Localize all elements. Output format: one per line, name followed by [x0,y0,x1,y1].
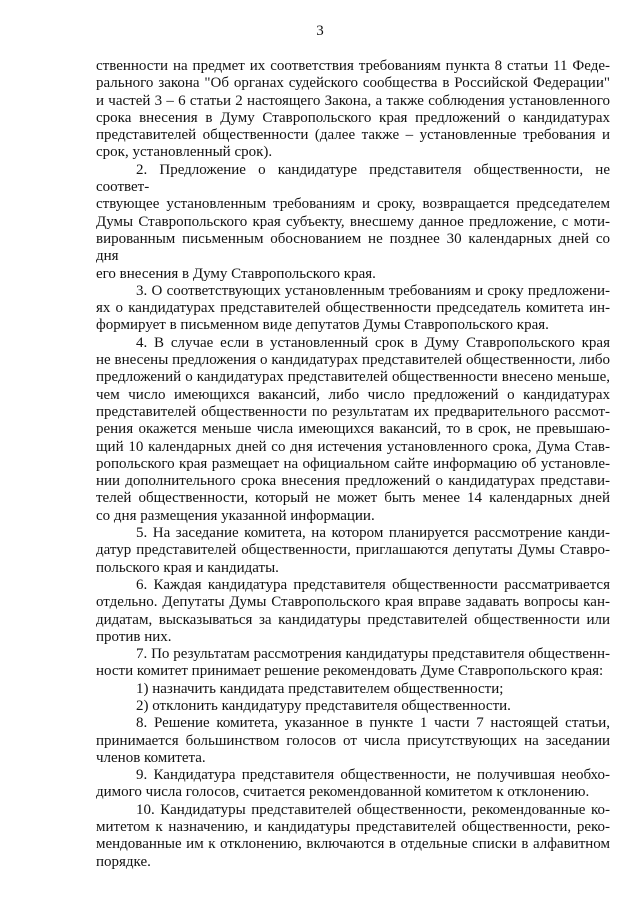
text-line: членов комитета. [96,749,206,766]
document-body [96,58,610,871]
text-line: срока внесения в Думу Ставропольского края предложений о кандидатурах [96,109,610,126]
paragraph-p5 [96,525,610,577]
text-line: вированным письменным обоснованием не позднее 30 календарных дней со дня [96,230,610,265]
text-line: против них. [96,628,172,645]
text-line: предложений о кандидатурах представителей общественности внесено меньше, [96,369,610,386]
text-line: телей общественности, который не может быть менее 14 календарных дней [96,490,610,507]
text-line: 5. На заседание комитета, на котором планируется рассмотрение канди- [136,525,610,542]
text-line: мендованные им к отклонению, включаются в отдельные списки в алфавитном [96,836,610,853]
paragraph-p4 [96,335,610,525]
text-line: и частей 3 – 6 статьи 2 настоящего Закона, а также соблюдения установленного [96,92,610,109]
text-line: его внесения в Думу Ставропольского края. [96,265,376,282]
text-line: 8. Решение комитета, указанное в пункте 1 части 7 настоящей статьи, [136,715,610,732]
text-line: 3. О соответствующих установленным требованиям и сроку предложени- [136,282,610,299]
text-line: не внесены предложения о кандидатурах представителей общественности, либо [96,352,610,369]
text-line: Думы Ставропольского края субъекту, внесшему данное предложение, с моти- [96,213,610,230]
text-line: рения окажется меньше числа имеющихся вакансий, то в срок, не превышаю- [96,421,610,438]
paragraph-p3 [96,283,610,335]
text-line: формирует в письменном виде депутатов Думы Ставропольского края. [96,317,549,334]
paragraph-p7 [96,646,610,681]
text-line: ственности на предмет их соответствия требованиям пункта 8 статьи 11 Феде- [96,58,610,74]
text-line: 4. В случае если в установленный срок в Думу Ставропольского края [136,334,610,351]
paragraph-p7-2 [96,698,610,715]
page-number: 3 [316,23,324,39]
paragraph-p7-1 [96,681,610,698]
paragraph-cont [96,58,610,162]
paragraph-p9 [96,767,610,802]
paragraph-p8 [96,715,610,767]
text-line: ствующее установленным требованиям и сроку, возвращается председателем [96,196,610,213]
text-line: рального закона "Об органах судейского сообщества в Российской Федерации" [96,75,610,92]
text-line: срок, установленный срок). [96,144,273,161]
paragraph-p2 [96,162,610,283]
text-line: ях о кандидатурах представителей общественности председатель комитета ин- [96,300,610,317]
text-line: митетом к назначению, и кандидатуры представителей общественности, реко- [96,819,610,836]
text-line: чем число имеющихся вакансий, либо число предложений о кандидатурах [96,386,610,403]
text-line: порядке. [96,853,151,870]
text-line: 1) назначить кандидата представителем общественности; [136,680,504,697]
text-line: ности комитет принимает решение рекомендовать Думе Ставропольского края: [96,663,604,680]
text-line: ропольского края размещает на официальном сайте информацию об установле- [96,455,610,472]
text-line: принимается большинством голосов от числа присутствующих на заседании [96,732,610,749]
text-line: нии дополнительного срока внесения предложений о кандидатурах представи- [96,473,610,490]
text-line: со дня размещения указанной информации. [96,507,375,524]
text-line: 9. Кандидатура представителя общественности, не получившая необхо- [136,767,610,784]
text-line: 6. Каждая кандидатура представителя общественности рассматривается [136,576,610,593]
text-line: щий 10 календарных дней со дня истечения установленного срока, Дума Став- [96,438,610,455]
text-line: представителей общественности (далее также – установленные требования и [96,127,610,144]
text-line: представителей общественности по результатам их предварительного рассмот- [96,403,610,420]
text-line: отдельно. Депутаты Думы Ставропольского края вправе задавать вопросы кан- [96,594,610,611]
text-line: 2) отклонить кандидатуру представителя общественности. [136,697,511,714]
text-line: димого числа голосов, считается рекомендованной комитетом к отклонению. [96,784,590,801]
text-line: 7. По результатам рассмотрения кандидатуры представителя общественн- [136,646,610,663]
text-line: 10. Кандидатуры представителей общественности, рекомендованные ко- [136,801,610,818]
text-line: польского края и кандидаты. [96,559,279,576]
paragraph-p6 [96,577,610,646]
paragraph-p10 [96,802,610,871]
text-line: дидатам, высказываться за кандидатуры представителей общественности или [96,611,610,628]
text-line: датур представителей общественности, приглашаются депутаты Думы Ставро- [96,542,610,559]
text-line: 2. Предложение о кандидатуре представителя общественности, не соответ- [96,161,610,196]
